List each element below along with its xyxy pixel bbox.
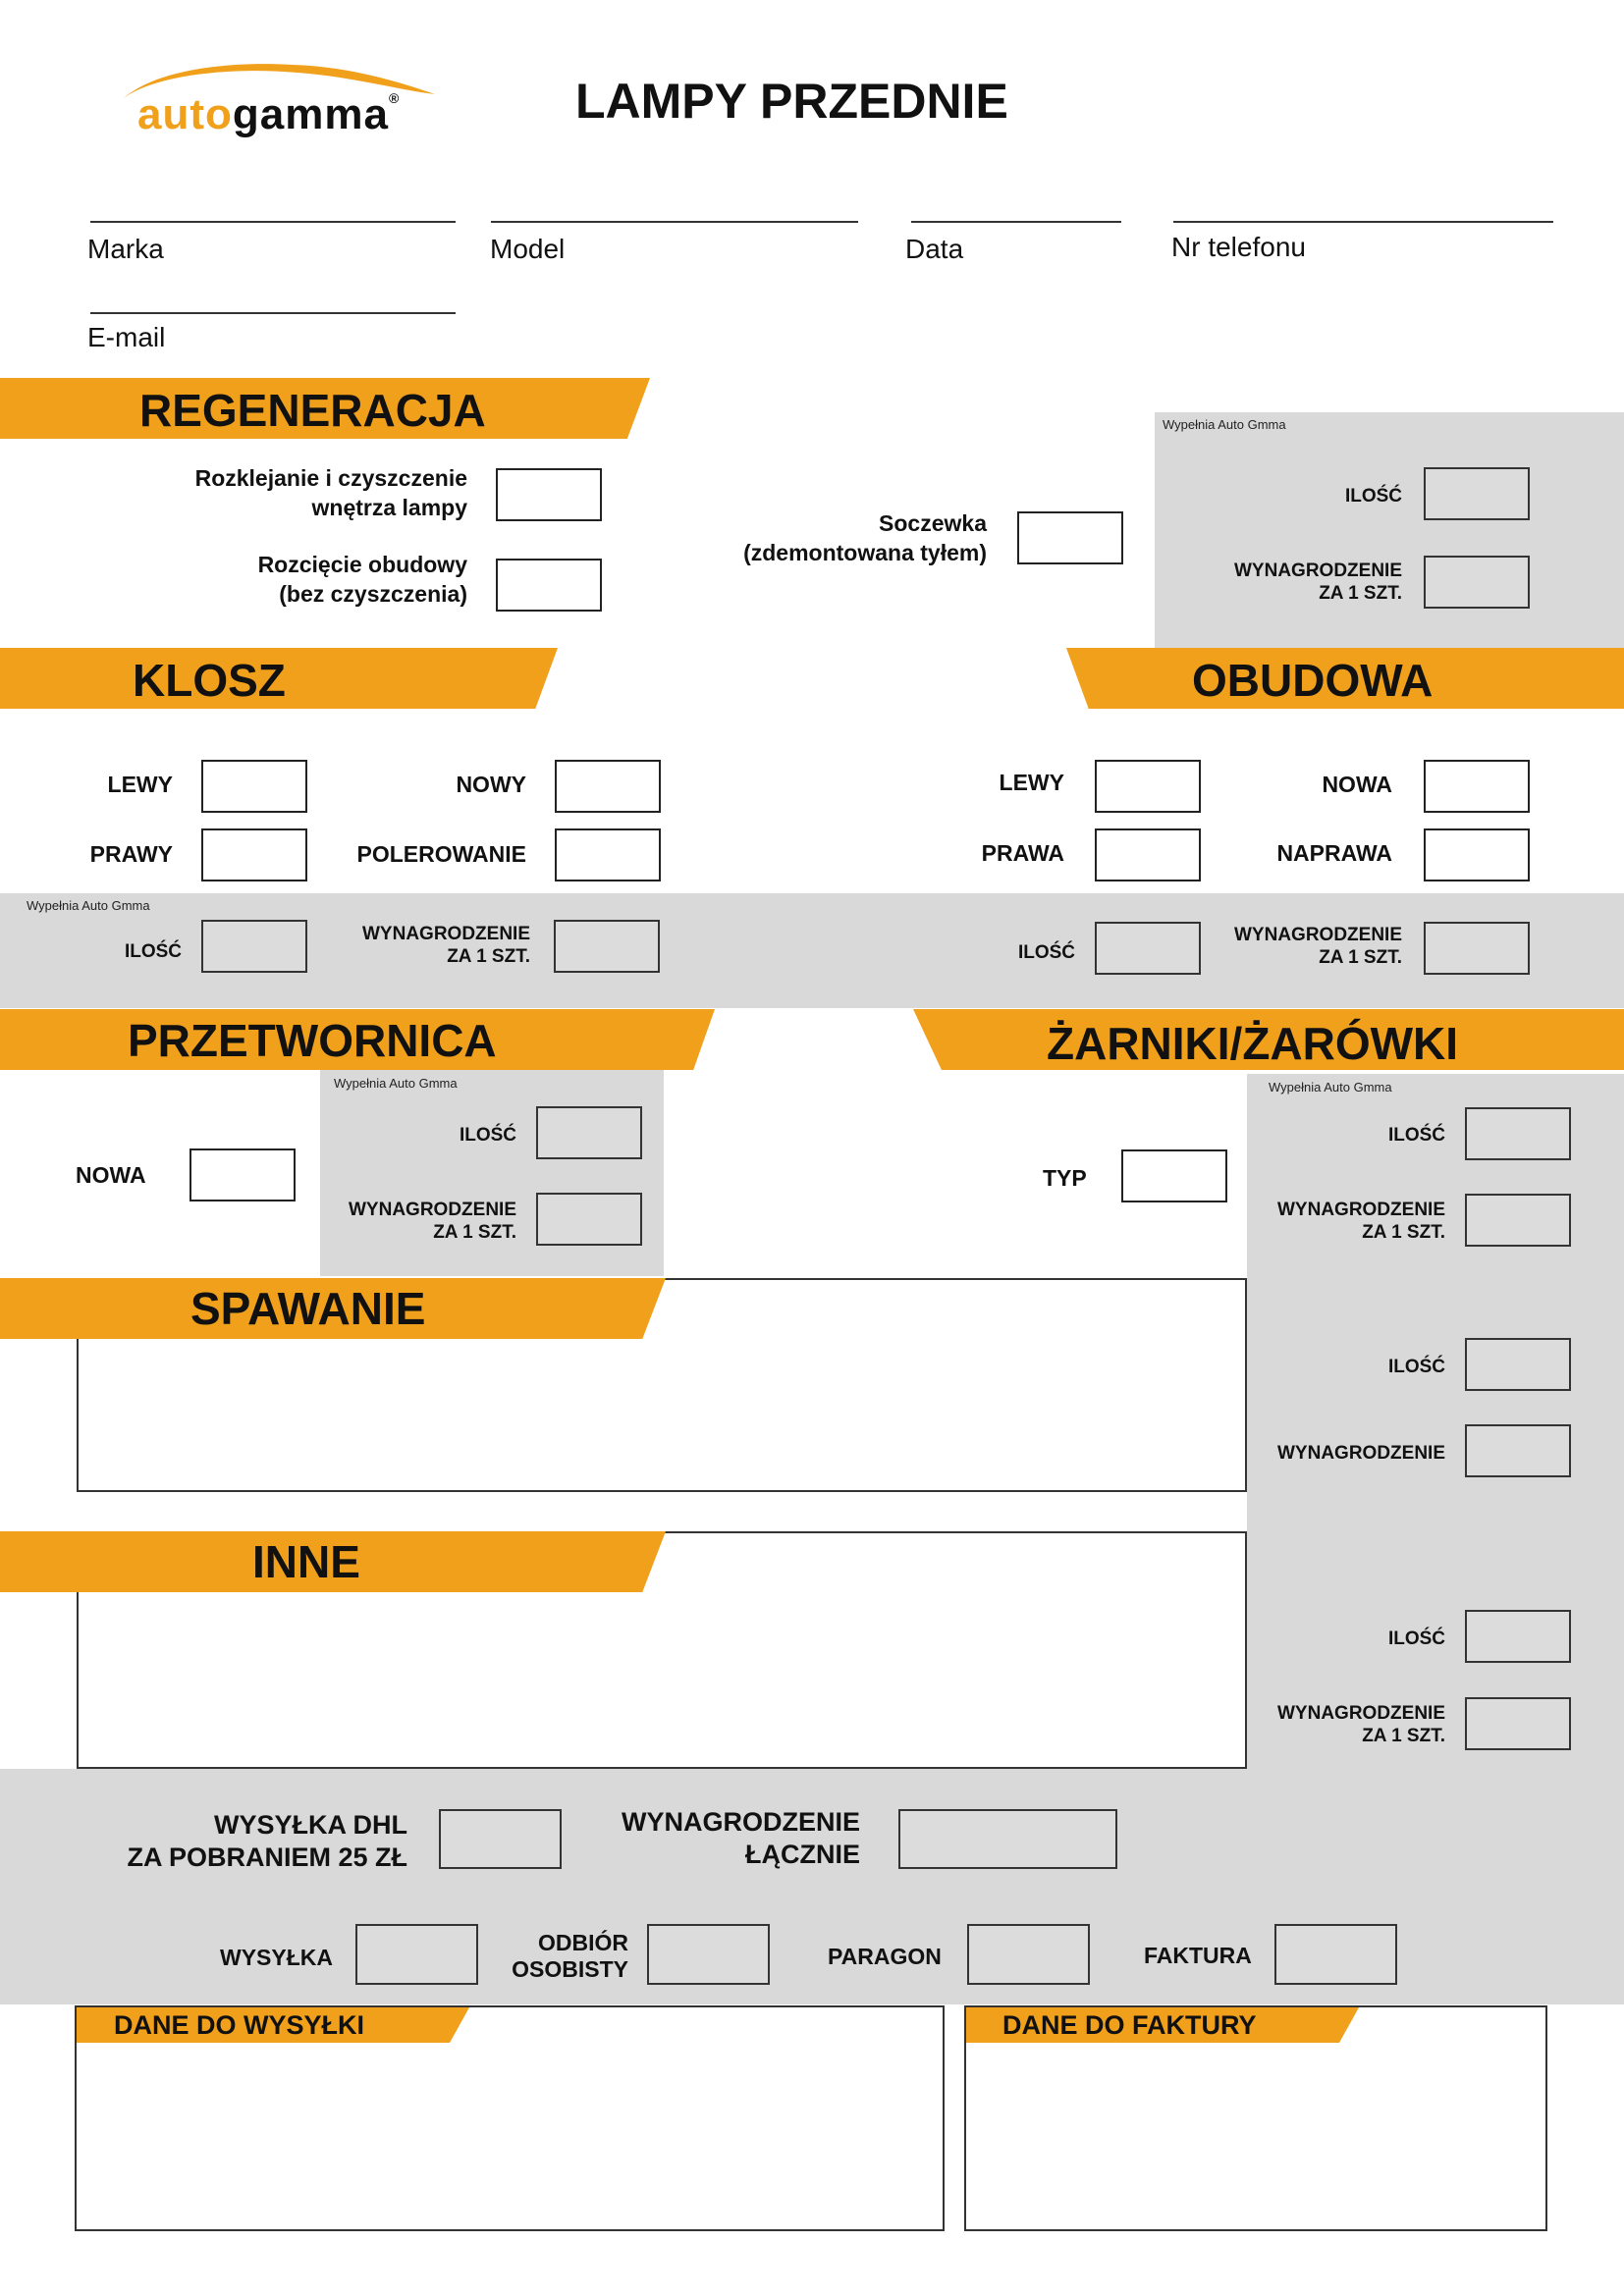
- zarniki-title: ŻARNIKI/ŻARÓWKI: [1047, 1018, 1459, 1069]
- obudowa-new-label: NOWA: [1322, 772, 1392, 797]
- inne-title: INNE: [252, 1536, 360, 1587]
- pickup-label: ODBIÓR OSOBISTY: [512, 1930, 628, 1982]
- spawanie-pay-label: WYNAGRODZENIE: [1277, 1443, 1445, 1464]
- marka-label: Marka: [87, 234, 164, 264]
- shipping-data-title: DANE DO WYSYŁKI: [114, 2010, 365, 2040]
- przetwornica-qty-label: ILOŚĆ: [459, 1125, 516, 1146]
- pickup-checkbox[interactable]: [647, 1924, 770, 1985]
- invoice-data-title: DANE DO FAKTURY: [1002, 2010, 1257, 2040]
- obudowa-right-label: PRAWA: [981, 840, 1064, 866]
- invoice-label: FAKTURA: [1144, 1943, 1252, 1968]
- total-pay-label: WYNAGRODZENIE ŁĄCZNIE: [622, 1807, 860, 1869]
- klosz-pay-label: WYNAGRODZENIE ZA 1 SZT.: [362, 924, 530, 967]
- spawanie-qty-input[interactable]: [1465, 1338, 1571, 1391]
- regen-item2-label: Rozcięcie obudowy (bez czyszczenia): [257, 552, 467, 607]
- inne-qty-input[interactable]: [1465, 1610, 1571, 1663]
- regen-item3-label: Soczewka (zdemontowana tyłem): [743, 510, 987, 565]
- phone-line[interactable]: [1173, 221, 1553, 223]
- klosz-qty-input[interactable]: [201, 920, 307, 973]
- marka-line[interactable]: [90, 221, 456, 223]
- data-label: Data: [905, 234, 964, 264]
- obudowa-left-checkbox[interactable]: [1095, 760, 1201, 813]
- regen-pay-input[interactable]: [1424, 556, 1530, 609]
- klosz-left-label: LEWY: [107, 772, 173, 797]
- inne-qty-label: ILOŚĆ: [1387, 1629, 1445, 1649]
- obudowa-qty-label: ILOŚĆ: [1017, 942, 1075, 963]
- regen-qty-input[interactable]: [1424, 467, 1530, 520]
- regen-item1-label: Rozklejanie i czyszczenie wnętrza lampy: [194, 465, 467, 520]
- zarniki-qty-input[interactable]: [1465, 1107, 1571, 1160]
- phone-label: Nr telefonu: [1171, 232, 1306, 262]
- przetwornica-new-checkbox[interactable]: [189, 1148, 296, 1201]
- obudowa-right-checkbox[interactable]: [1095, 828, 1201, 881]
- inne-pay-label: WYNAGRODZENIE ZA 1 SZT.: [1277, 1703, 1445, 1746]
- obudowa-repair-label: NAPRAWA: [1276, 840, 1392, 866]
- klosz-qty-label: ILOŚĆ: [124, 941, 182, 962]
- regen-pay-label: WYNAGRODZENIE ZA 1 SZT.: [1234, 561, 1402, 604]
- receipt-checkbox[interactable]: [967, 1924, 1090, 1985]
- przetwornica-fill-note: Wypełnia Auto Gmma: [334, 1076, 458, 1091]
- email-line[interactable]: [90, 312, 456, 314]
- shipping-label: WYSYŁKA: [220, 1945, 333, 1970]
- regen-item3-checkbox[interactable]: [1017, 511, 1123, 564]
- przetwornica-new-label: NOWA: [76, 1162, 146, 1188]
- spawanie-title: SPAWANIE: [190, 1283, 426, 1334]
- regeneracja-staff-panel: [1155, 412, 1624, 648]
- total-pay-input[interactable]: [898, 1809, 1117, 1869]
- model-label: Model: [490, 234, 566, 264]
- data-line[interactable]: [911, 221, 1121, 223]
- przetwornica-pay-input[interactable]: [536, 1193, 642, 1246]
- regeneracja-fill-note: Wypełnia Auto Gmma: [1163, 417, 1286, 432]
- przetwornica-title: PRZETWORNICA: [128, 1015, 497, 1066]
- logo-text-gamma: gamma: [232, 90, 389, 138]
- obudowa-pay-label: WYNAGRODZENIE ZA 1 SZT.: [1234, 925, 1402, 968]
- email-label: E-mail: [87, 322, 166, 352]
- dhl-label: WYSYŁKA DHL ZA POBRANIEM 25 ZŁ: [127, 1810, 407, 1872]
- zarniki-type-checkbox[interactable]: [1121, 1149, 1227, 1202]
- logo: [116, 61, 460, 149]
- dhl-input[interactable]: [439, 1809, 562, 1869]
- klosz-pay-input[interactable]: [554, 920, 660, 973]
- zarniki-type-label: TYP: [1043, 1165, 1087, 1191]
- page-title: LAMPY PRZEDNIE: [575, 74, 1008, 129]
- klosz-polish-checkbox[interactable]: [555, 828, 661, 881]
- regeneracja-title: REGENERACJA: [139, 385, 486, 436]
- obudowa-pay-input[interactable]: [1424, 922, 1530, 975]
- klosz-new-label: NOWY: [456, 772, 526, 797]
- klosz-left-checkbox[interactable]: [201, 760, 307, 813]
- invoice-checkbox[interactable]: [1274, 1924, 1397, 1985]
- model-line[interactable]: [491, 221, 858, 223]
- right-staff-column: [1247, 1074, 1624, 1769]
- przetwornica-pay-label: WYNAGRODZENIE ZA 1 SZT.: [349, 1200, 516, 1243]
- zarniki-pay-label: WYNAGRODZENIE ZA 1 SZT.: [1277, 1200, 1445, 1243]
- spawanie-qty-label: ILOŚĆ: [1387, 1357, 1445, 1377]
- obudowa-title: OBUDOWA: [1192, 655, 1434, 706]
- klosz-fill-note: Wypełnia Auto Gmma: [27, 898, 150, 913]
- klosz-new-checkbox[interactable]: [555, 760, 661, 813]
- obudowa-new-checkbox[interactable]: [1424, 760, 1530, 813]
- regen-item2-checkbox[interactable]: [496, 559, 602, 612]
- logo-registered: ®: [388, 90, 401, 106]
- zarniki-fill-note: Wypełnia Auto Gmma: [1269, 1080, 1392, 1095]
- klosz-right-checkbox[interactable]: [201, 828, 307, 881]
- obudowa-left-label: LEWY: [999, 770, 1064, 795]
- klosz-title: KLOSZ: [133, 655, 286, 706]
- klosz-right-label: PRAWY: [89, 841, 173, 867]
- zarniki-qty-label: ILOŚĆ: [1387, 1125, 1445, 1146]
- regen-qty-label: ILOŚĆ: [1344, 486, 1402, 507]
- klosz-polish-label: POLEROWANIE: [356, 841, 526, 867]
- inne-pay-input[interactable]: [1465, 1697, 1571, 1750]
- przetwornica-qty-input[interactable]: [536, 1106, 642, 1159]
- spawanie-pay-input[interactable]: [1465, 1424, 1571, 1477]
- obudowa-repair-checkbox[interactable]: [1424, 828, 1530, 881]
- shipping-checkbox[interactable]: [355, 1924, 478, 1985]
- regen-item1-checkbox[interactable]: [496, 468, 602, 521]
- receipt-label: PARAGON: [828, 1944, 942, 1969]
- logo-text-auto: auto: [137, 90, 233, 138]
- zarniki-pay-input[interactable]: [1465, 1194, 1571, 1247]
